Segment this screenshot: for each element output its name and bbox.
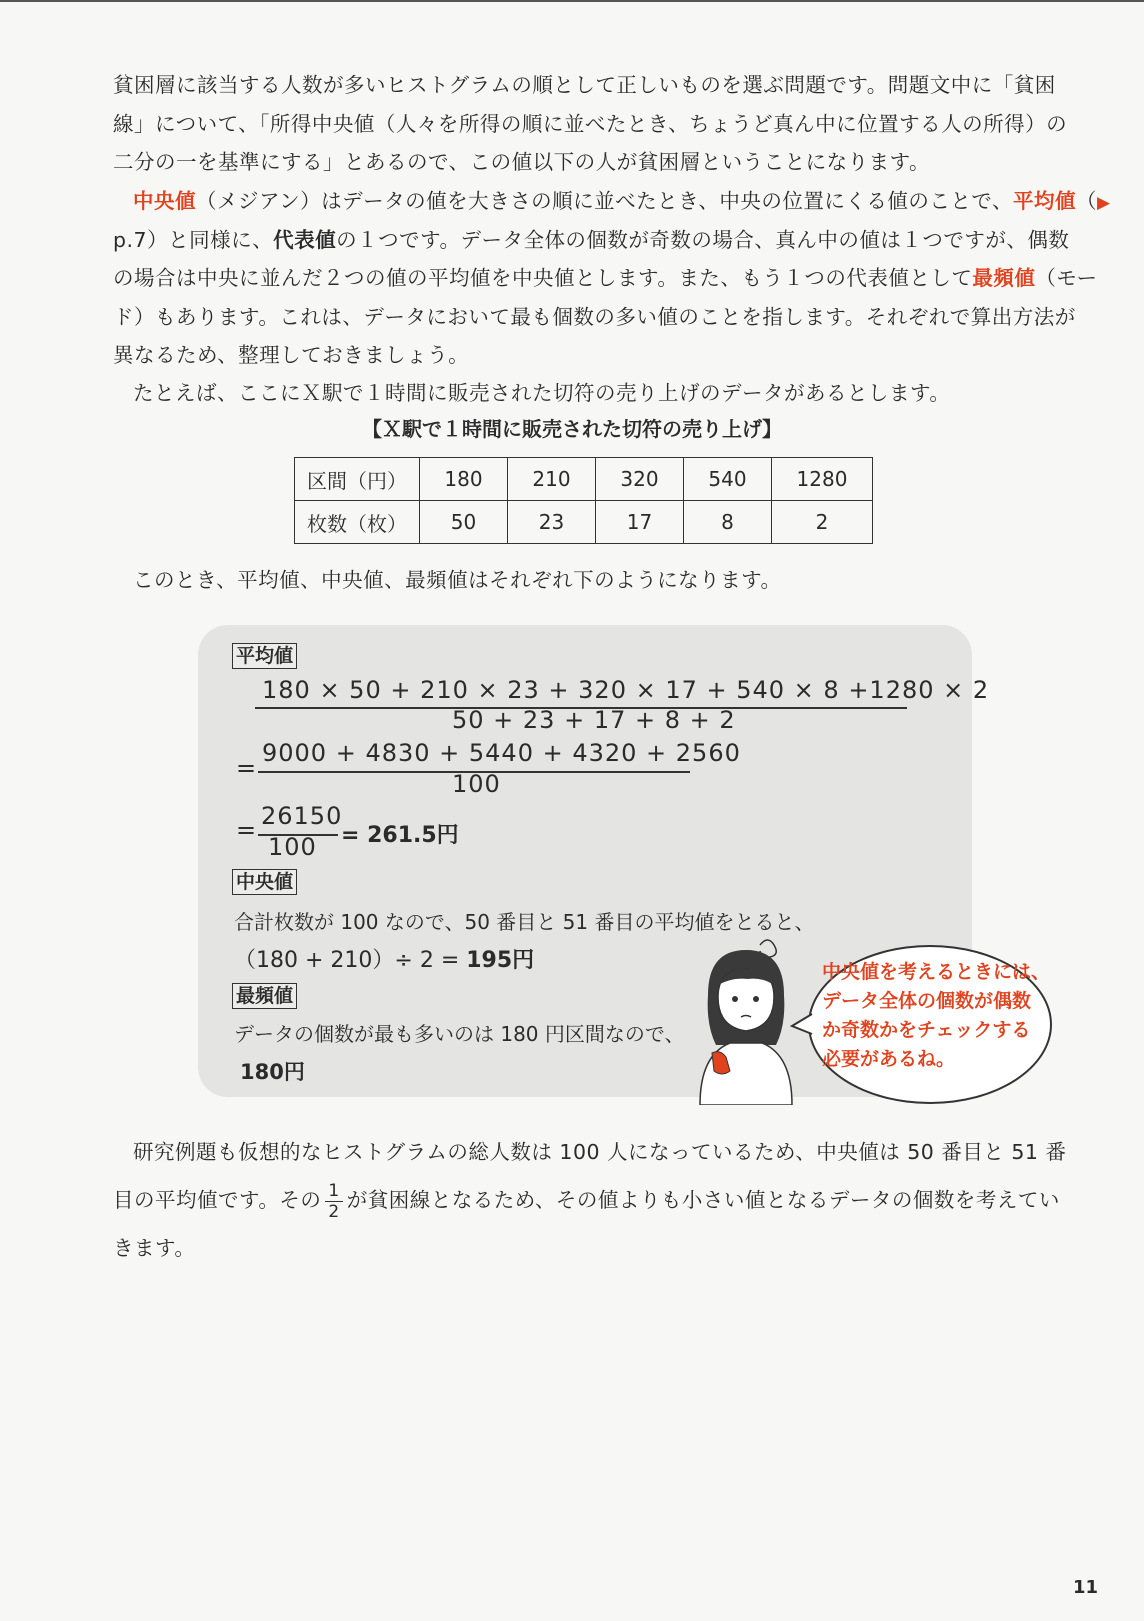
conclusion-text-b: が貧困線となるため、その値よりも小さい値となるデータの個数を考えてい: [346, 1188, 1060, 1212]
table-cell: 17: [596, 501, 684, 544]
conclusion-line-1: 研究例題も仮想的なヒストグラムの総人数は 100 人になっているため、中央値は 50 番目と 51 番: [133, 1140, 1067, 1164]
conclusion-line-2: [113, 1176, 1061, 1224]
median-result: 195円: [466, 948, 535, 973]
term-representative: 代表値: [273, 227, 337, 252]
table-row: [295, 501, 873, 544]
page-ref-arrow-icon: ▶: [1096, 193, 1111, 213]
definition-text-e: （モー: [1035, 266, 1098, 290]
definition-line-2: [113, 221, 1070, 260]
table-cell: 1280: [772, 458, 873, 501]
mean-fraction-numerator: 180 × 50 + 210 × 23 + 320 × 17 + 540 × 8 +1280 × 2: [262, 676, 990, 704]
definition-text-b: p.7）と同様に、: [113, 227, 274, 252]
definition-paragraph: [113, 182, 1111, 375]
sum-fraction-denominator: 100: [452, 770, 501, 798]
bubble-line-4: 必要があるね。: [822, 1048, 956, 1070]
total-fraction-numerator: 26150: [261, 802, 343, 830]
result-intro: [133, 561, 1081, 600]
result-intro-text: このとき、平均値、中央値、最頻値はそれぞれ下のようになります。: [133, 568, 782, 592]
one-half-fraction: [325, 1181, 342, 1222]
intro-line-1: 貧困層に該当する人数が多いヒストグラムの順として正しいものを選ぶ問題です。問題文中に「貧困: [113, 73, 1056, 97]
half-denominator: 2: [328, 1201, 340, 1222]
intro-line-3: 二分の一を基準にする」とあるので、この値以下の人が貧困層ということになります。: [113, 150, 930, 174]
definition-line-1: [113, 182, 1111, 221]
definition-line-5: 異なるため、整理しておきましょう。: [113, 343, 470, 367]
term-median: 中央値: [133, 189, 196, 213]
definition-text-c: の１つです。データ全体の個数が奇数の場合、真ん中の値は１つですが、偶数: [336, 227, 1070, 252]
median-explanation: 合計枚数が 100 なので、50 番目と 51 番目の平均値をとると、: [234, 910, 815, 934]
half-numerator: 1: [325, 1181, 342, 1202]
mode-result: 180円: [240, 1060, 305, 1084]
term-mode: 最頻値: [972, 266, 1036, 290]
intro-line-2: 線」について、「所得中央値（人々を所得の順に並べたとき、ちょうど真ん中に位置する人の所得）の: [113, 111, 1068, 136]
sum-fraction-numerator: 9000 + 4830 + 5440 + 4320 + 2560: [262, 739, 741, 767]
row-header-count: 枚数（枚）: [295, 501, 420, 544]
girl-character-illustration: [690, 935, 800, 1105]
mode-explanation: データの個数が最も多いのは 180 円区間なので、: [234, 1022, 685, 1046]
bubble-line-2: データ全体の個数が偶数: [822, 990, 1032, 1012]
table-cell: 180: [420, 458, 508, 501]
definition-line-3: [113, 259, 1098, 298]
equals-sign: =: [236, 816, 257, 844]
page-number: 11: [1073, 1577, 1099, 1598]
table-cell: 210: [508, 458, 596, 501]
mean-result: = 261.5円: [341, 823, 459, 848]
example-intro-text: たとえば、ここにＸ駅で１時間に販売された切符の売り上げのデータがあるとします。: [133, 381, 951, 405]
median-calc-text: （180 + 210）÷ 2 =: [234, 948, 467, 973]
intro-paragraph: [113, 66, 1068, 182]
table-cell: 2: [772, 501, 873, 544]
table-cell: 320: [596, 458, 684, 501]
example-intro: [133, 374, 1081, 413]
mode-tag: 最頻値: [232, 983, 297, 1009]
bubble-text: [822, 958, 1050, 1074]
total-fraction-denominator: 100: [268, 833, 317, 861]
table-cell: 23: [508, 501, 596, 544]
definition-text-d: の場合は中央に並んだ２つの値の平均値を中央値とします。また、もう１つの代表値として: [113, 266, 973, 290]
table-cell: 50: [420, 501, 508, 544]
mean-fraction-denominator: 50 + 23 + 17 + 8 + 2: [452, 706, 736, 734]
median-calculation: [234, 943, 534, 974]
definition-text-a: （メジアン）はデータの値を大きさの順に並べたとき、中央の位置にくる値のことで、: [196, 189, 1013, 213]
bubble-line-3: か奇数かをチェックする: [822, 1019, 1031, 1041]
definition-line-4: ド）もあります。これは、データにおいて最も個数の多い値のことを指します。それぞれで算出方法が: [113, 304, 1076, 329]
conclusion-text-a: 目の平均値です。その: [113, 1188, 322, 1212]
median-tag: 中央値: [232, 869, 297, 895]
table-caption: 【Ｘ駅で１時間に販売された切符の売り上げ】: [362, 417, 782, 441]
equals-sign: =: [236, 754, 257, 782]
ticket-sales-table: [294, 457, 873, 544]
row-header-price: 区間（円）: [295, 458, 420, 501]
bubble-tail-icon: [790, 1010, 814, 1040]
term-mean: 平均値: [1012, 189, 1076, 213]
paren-open: （: [1075, 189, 1097, 213]
conclusion-line-3: きます。: [113, 1236, 196, 1260]
top-border-line: [0, 0, 1144, 2]
conclusion-paragraph: [113, 1128, 1067, 1272]
table-cell: 8: [684, 501, 772, 544]
bubble-line-1: 中央値を考えるときには、: [822, 961, 1051, 983]
mean-tag: 平均値: [232, 643, 297, 669]
table-row: [295, 458, 873, 501]
table-cell: 540: [684, 458, 772, 501]
